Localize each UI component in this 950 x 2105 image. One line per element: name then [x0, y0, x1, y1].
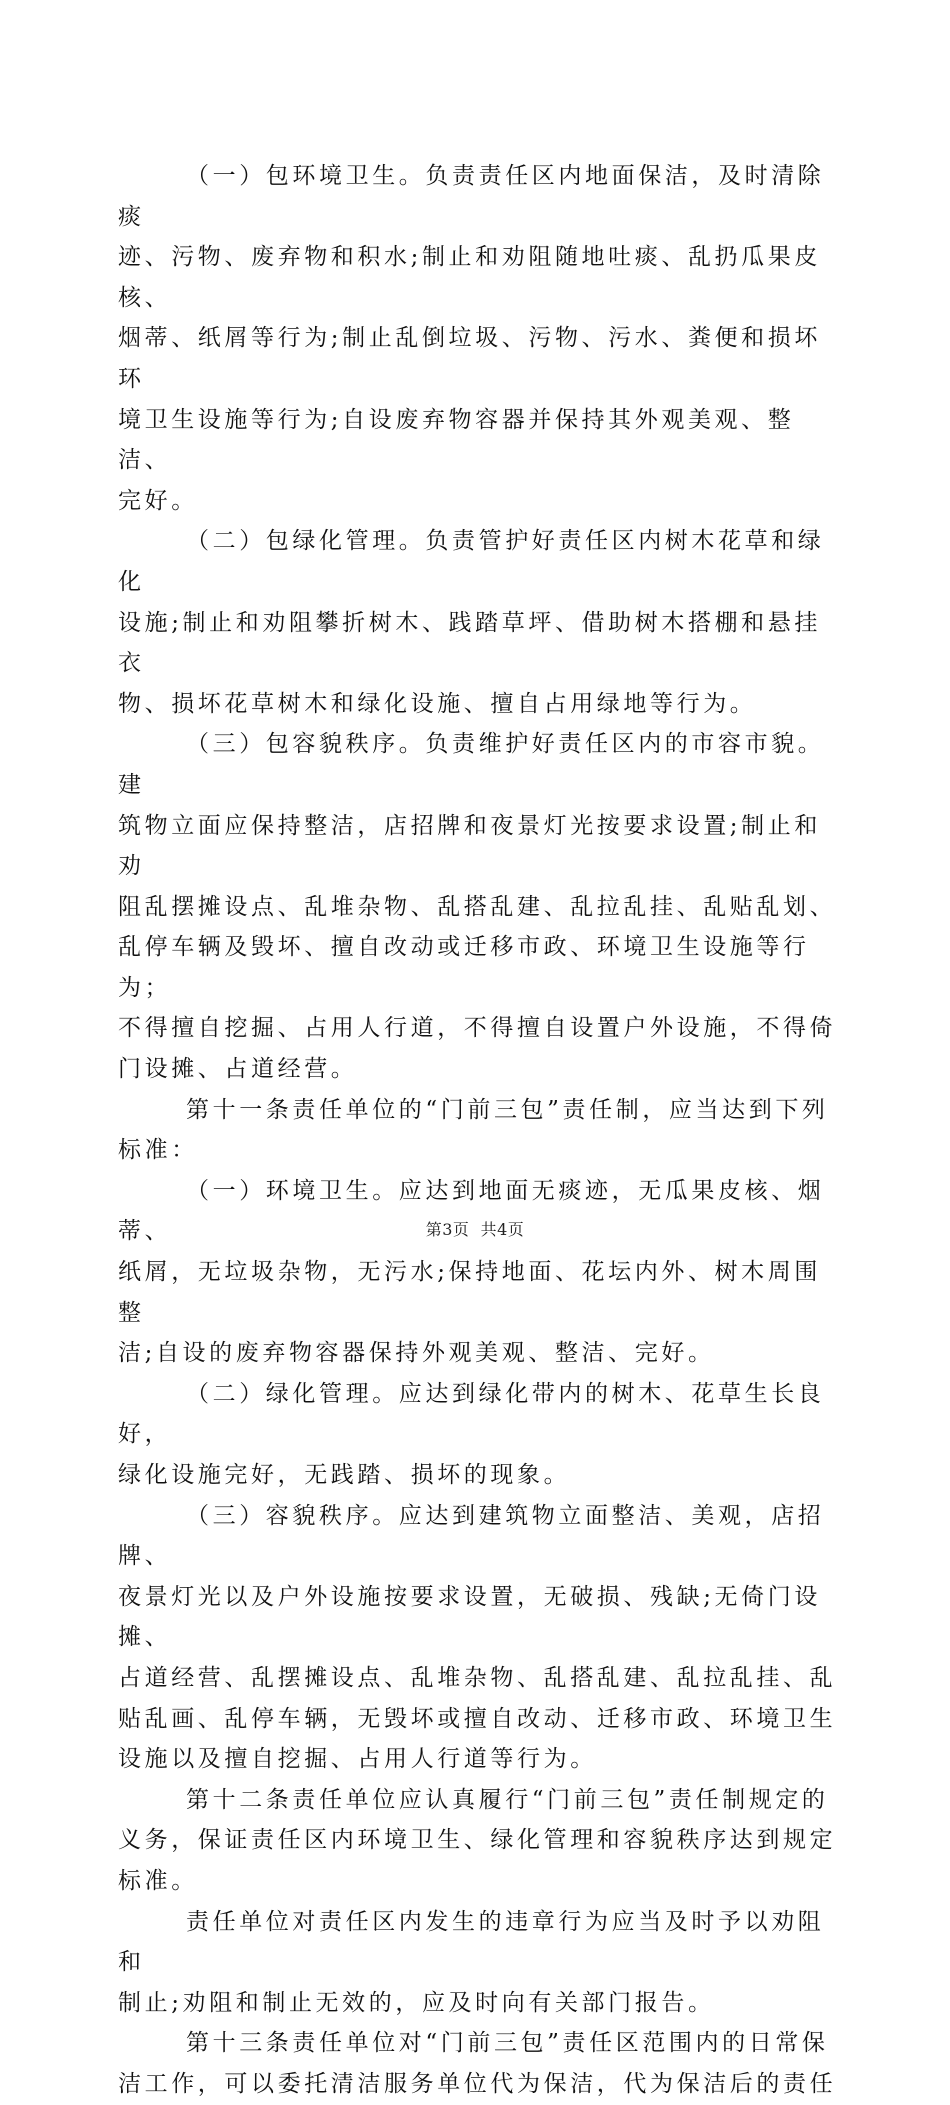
- paragraph-line: 洁工作，可以委托清洁服务单位代为保洁，代为保洁后的责任: [118, 2070, 837, 2097]
- paragraph-line: 洁;自设的废弃物容器保持外观美观、整洁、完好。: [118, 1340, 715, 1367]
- paragraph-line: 第十二条责任单位应认真履行“门前三包”责任制规定的: [186, 1786, 829, 1813]
- paragraph-line: 迹、污物、废弃物和积水;制止和劝阻随地吐痰、乱扔瓜果皮核、: [118, 244, 821, 311]
- paragraph-line: （三）包容貌秩序。负责维护好责任区内的市容市貌。建: [118, 731, 825, 798]
- paragraph-line: 夜景灯光以及户外设施按要求设置，无破损、残缺;无倚门设摊、: [118, 1583, 821, 1651]
- paragraph-line: 设施;制止和劝阻攀折树木、践踏草坪、借助树木搭棚和悬挂衣: [118, 609, 821, 677]
- paragraph-line: 完好。: [118, 487, 198, 514]
- paragraph-line: 占道经营、乱摆摊设点、乱堆杂物、乱搭乱建、乱拉乱挂、乱: [118, 1664, 837, 1691]
- paragraph-line: 烟蒂、纸屑等行为;制止乱倒垃圾、污物、污水、粪便和损坏环: [118, 325, 821, 392]
- paragraph-line: 责任单位对责任区内发生的违章行为应当及时予以劝阻和: [118, 1908, 825, 1976]
- paragraph-line: 不得擅自挖掘、占用人行道，不得擅自设置户外设施，不得倚: [118, 1015, 837, 1042]
- paragraph-line: （二）绿化管理。应达到绿化带内的树木、花草生长良好，: [118, 1380, 825, 1448]
- paragraph-line: （一）环境卫生。应达到地面无痰迹，无瓜果皮核、烟蒂、: [118, 1177, 825, 1245]
- paragraph-line: 物、损坏花草树木和绿化设施、擅自占用绿地等行为。: [118, 690, 757, 717]
- paragraph-line: 纸屑，无垃圾杂物，无污水;保持地面、花坛内外、树木周围整: [118, 1259, 821, 1326]
- paragraph-line: 贴乱画、乱停车辆，无毁坏或擅自改动、迁移市政、环境卫生: [118, 1705, 837, 1732]
- paragraph-line: 阻乱摆摊设点、乱堆杂物、乱搭乱建、乱拉乱挂、乱贴乱划、: [118, 893, 837, 920]
- paragraph-line: 乱停车辆及毁坏、擅自改动或迁移市政、环境卫生设施等行为；: [118, 934, 810, 1001]
- paragraph-line: 绿化设施完好，无践踏、损坏的现象。: [118, 1462, 571, 1488]
- paragraph-line: 境卫生设施等行为;自设废弃物容器并保持其外观美观、整洁、: [118, 406, 795, 474]
- paragraph-line: （一）包环境卫生。负责责任区内地面保洁，及时清除痰: [118, 163, 825, 230]
- paragraph-line: 义务，保证责任区内环境卫生、绿化管理和容貌秩序达到规定: [118, 1827, 837, 1854]
- paragraph-line: （三）容貌秩序。应达到建筑物立面整洁、美观，店招牌、: [118, 1502, 825, 1570]
- page-footer: [0, 1217, 950, 1240]
- paragraph-line: 门设摊、占道经营。: [118, 1056, 358, 1083]
- paragraph-line: 第十一条责任单位的“门前三包”责任制，应当达到下列: [186, 1096, 829, 1123]
- paragraph-line: （二）包绿化管理。负责管护好责任区内树木花草和绿化: [118, 528, 825, 595]
- paragraph-line: 第十三条责任单位对“门前三包”责任区范围内的日常保: [186, 2030, 829, 2057]
- page-number-label: 第3页 共4页: [425, 1220, 525, 1239]
- paragraph-line: 设施以及擅自挖掘、占用人行道等行为。: [118, 1746, 597, 1773]
- paragraph-line: 筑物立面应保持整洁，店招牌和夜景灯光按要求设置;制止和劝: [118, 812, 821, 880]
- document-body: [118, 156, 838, 2105]
- paragraph-line: 制止;劝阻和制止无效的，应及时向有关部门报告。: [118, 1989, 715, 2016]
- paragraph-line: 标准：: [118, 1137, 198, 1164]
- paragraph-line: 标准。: [118, 1867, 198, 1894]
